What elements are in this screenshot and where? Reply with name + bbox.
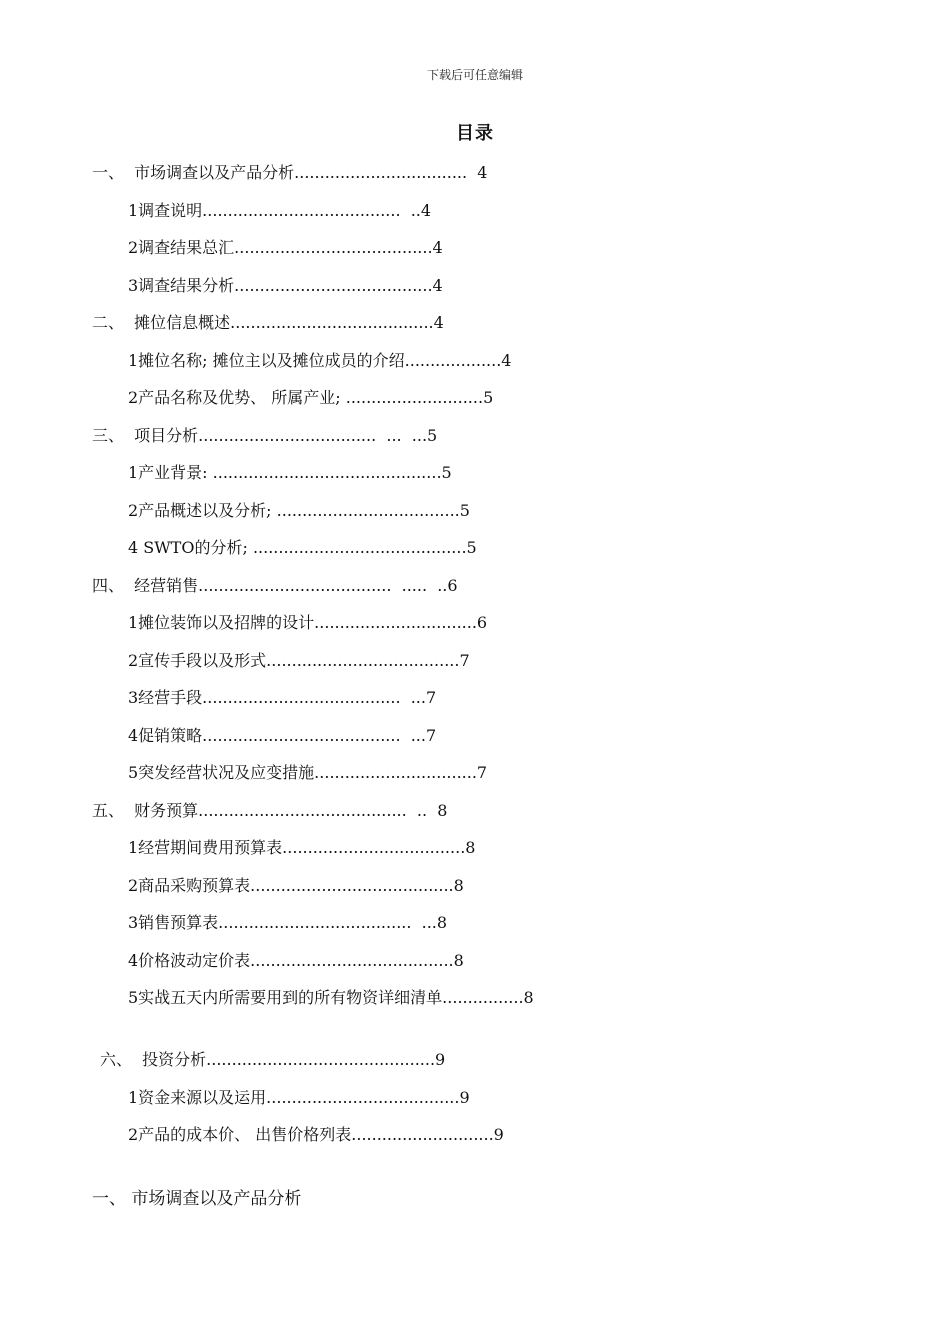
toc-entry: 1摊位装饰以及招牌的设计................................6 [128,613,488,632]
toc-entry: 4 SWTO的分析; ..........................................5 [128,538,477,557]
toc-entry: 1调查说明....................................... ..4 [128,201,432,220]
toc-entry: 4价格波动定价表........................................8 [128,951,464,970]
toc-entry: 1经营期间费用预算表....................................8 [128,838,476,857]
toc-entry: 1资金来源以及运用......................................9 [128,1088,470,1107]
toc-entry: 二、 摊位信息概述........................................4 [92,313,444,332]
toc-entry: 2产品概述以及分析; ....................................5 [128,501,470,520]
toc-entry: 2宣传手段以及形式......................................7 [128,651,470,670]
toc-entry: 2产品名称及优势、 所属产业; ...........................5 [128,388,494,407]
toc-entry: 一、 市场调查以及产品分析.................................. 4 [92,163,488,182]
toc-entry: 2调查结果总汇.......................................4 [128,238,443,257]
toc-entry: 六、 投资分析.............................................9 [100,1050,446,1069]
toc-entry: 三、 项目分析................................... ... ...5 [92,426,438,445]
toc-entry: 3调查结果分析.......................................4 [128,276,443,295]
section-heading: 一、 市场调查以及产品分析 [92,1189,302,1209]
toc-entry: 5实战五天内所需要用到的所有物资详细清单................8 [128,988,534,1007]
toc-entry: 3销售预算表...................................... ...8 [128,913,448,932]
toc-entry: 3经营手段....................................... ...7 [128,688,437,707]
toc-entry: 四、 经营销售...................................... ..... ..6 [92,576,458,595]
toc-entry: 4促销策略....................................... ...7 [128,726,437,745]
header-note: 下载后可任意编辑 [426,68,523,82]
toc-entry: 2商品采购预算表........................................8 [128,876,464,895]
toc-entry: 2产品的成本价、 出售价格列表............................9 [128,1125,504,1144]
toc-entry: 5突发经营状况及应变措施................................7 [128,763,488,782]
toc-entry: 五、 财务预算......................................... .. 8 [92,801,448,820]
toc-title: 目录 [456,123,494,144]
toc-entry: 1摊位名称; 摊位主以及摊位成员的介绍...................4 [128,351,512,370]
toc-entry: 1产业背景: .............................................5 [128,463,452,482]
